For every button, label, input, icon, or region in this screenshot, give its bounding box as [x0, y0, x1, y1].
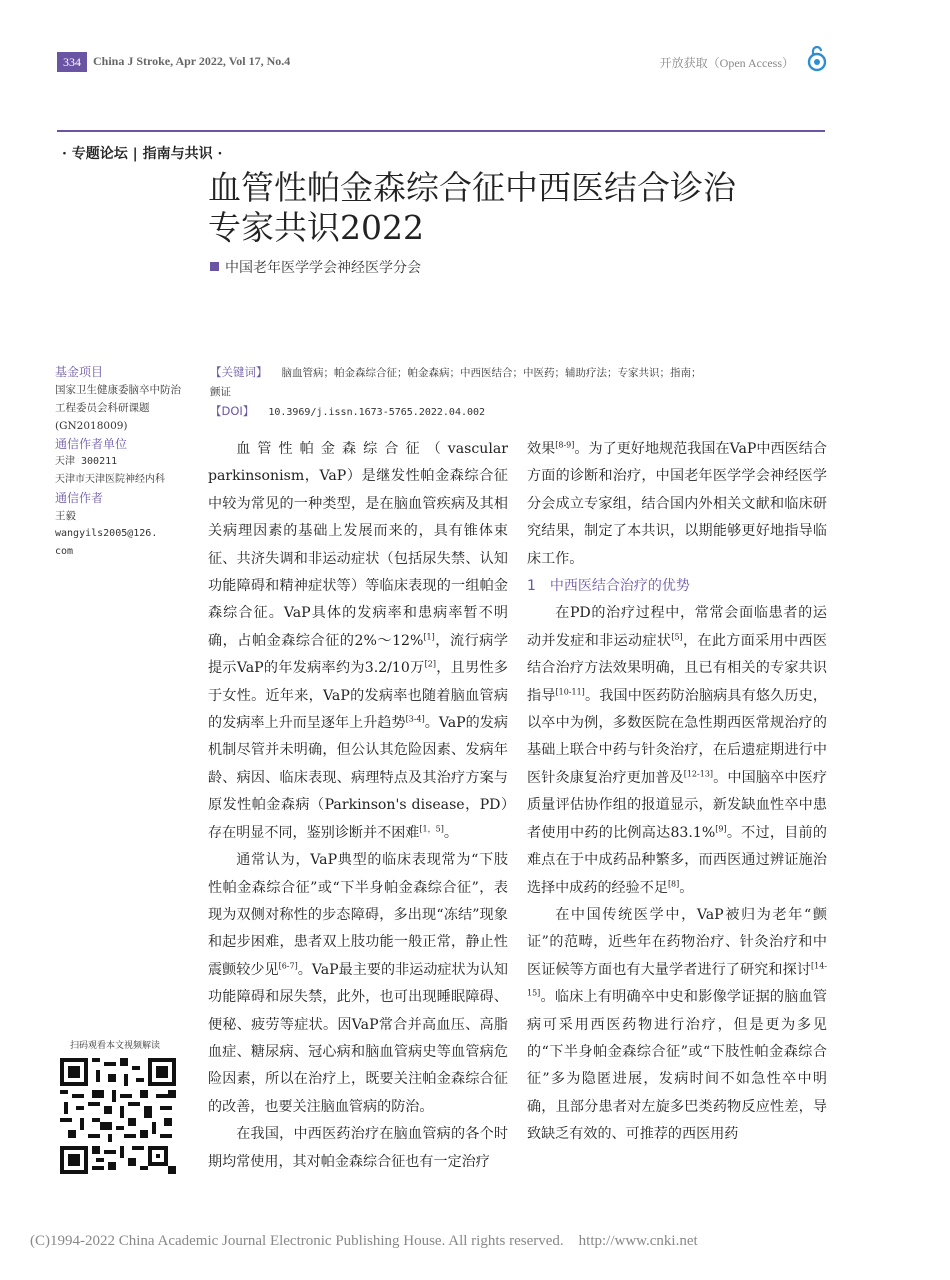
sidebar-info: [55, 363, 190, 561]
page-number: 334: [57, 52, 87, 72]
qr-caption: 扫码观看本文视频解读: [70, 1041, 161, 1051]
doi-label: 【DOI】: [210, 404, 255, 418]
keywords-block: [210, 363, 770, 422]
body-column-left: [208, 436, 508, 1176]
unit-zip: 天津 300211: [55, 456, 118, 467]
section-heading: 1 中西医结合治疗的优势: [527, 578, 690, 595]
unit-name: 天津市天津医院神经内科: [55, 474, 165, 485]
open-access-label: 开放获取（Open Access）: [659, 56, 794, 70]
keywords-text-cont: 颤证: [210, 386, 231, 398]
corr-email[interactable]: wangyils2005@126. com: [55, 528, 158, 557]
paragraph: 在PD的治疗过程中，常常会面临患者的运动并发症和非运动症状[5]，在此方面采用中西医结合治疗方法效果明确，且已有相关的专家共识指导[10-11]。我国中医药防治脑病具有悠久历史，以卒中为例，多数医院在急性期西医常规治疗的基础上联合中药与针灸治疗，在后遗症期进行中医针灸康复治疗更加普及[12-13]。中国脑卒中医疗质量评估协作组的报道显示，新发缺血性卒中患者使用中药的比例高达83.1%[9]。不过，目前的难点在于中成药品种繁多，而西医通过辨证施治选择中成药的经验不足[8]。: [527, 605, 828, 896]
corr-name: 王毅: [55, 510, 76, 522]
copyright-footer: (C)1994-2022 China Academic Journal Electronic Publishing House. All rights reserved. http://www.cnki.net: [30, 1233, 698, 1249]
title-line-2: 专家共识2022: [208, 208, 424, 247]
article-title: [208, 168, 808, 248]
paragraph: 效果[8-9]。为了更好地规范我国在VaP中西医结合方面的诊断和治疗，中国老年医学学会神经医学分会成立专家组，结合国内外相关文献和临床研究结果，制定了本共识，以期能够更好地指导临床工作。: [527, 440, 827, 567]
section-tag: · 专题论坛 | 指南与共识 ·: [62, 146, 223, 162]
author-name: 中国老年医学学会神经医学分会: [225, 260, 421, 276]
paragraph: 通常认为，VaP典型的临床表现常为“下肢性帕金森综合征”或“下半身帕金森综合征”，表现为双侧对称性的步态障碍，多出现“冻结”现象和起步困难，患者双上肢功能一般正常，静止性震颤较少见[6-7]。VaP最主要的非运动症状为认知功能障碍和尿失禁，此外，也可出现睡眠障碍、便秘、疲劳等症状。因VaP常合并高血压、高脂血症、糖尿病、冠心病和脑血管病史等血管病危险因素，所以在治疗上，既要关注帕金森综合征的改善，也要关注脑血管病的防治。: [208, 852, 508, 1115]
open-access-lock-icon: [807, 44, 827, 72]
doi-value[interactable]: 10.3969/j.issn.1673-5765.2022.04.002: [268, 407, 486, 418]
journal-citation: China J Stroke, Apr 2022, Vol 17, No.4: [93, 54, 291, 68]
paragraph: 在我国，中西医药治疗在脑血管病的各个时期均常使用，其对帕金森综合征也有一定治疗: [208, 1126, 508, 1170]
body-column-right: [527, 436, 827, 1149]
header-rule: [57, 130, 825, 132]
fund-text: 国家卫生健康委脑卒中防治工程委员会科研课题 (GN2018009): [55, 384, 181, 432]
unit-label: 通信作者单位: [55, 437, 128, 451]
author-line: [210, 257, 421, 277]
author-bullet-icon: [210, 262, 219, 271]
keywords-text: 脑血管病；帕金森综合征；帕金森病；中西医结合；中医药；辅助疗法；专家共识；指南；: [281, 367, 702, 379]
paragraph: 血管性帕金森综合征（vascular parkinsonism，VaP）是继发性帕金森综合征中较为常见的一种类型，是在脑血管疾病及其相关病理因素的基础上发展而来的，具有锥体束征、共济失调和非运动症状（包括尿失禁、认知功能障碍和精神症状等）等临床表现的一组帕金森综合征。VaP具体的发病率和患病率暂不明确，占帕金森综合征的2%～12%[1]，流行病学提示VaP的年发病率约为3.2/10万[2]，且男性多于女性。近年来，VaP的发病率也随着脑血管病的发病率上升而呈逐年上升趋势[3-4]。VaP的发病机制尽管并未明确，但公认其危险因素、发病年龄、病因、临床表现、病理特点及其治疗方案与原发性帕金森病（Parkinson's disease，PD）存在明显不同，鉴别诊断并不困难[1，5]。: [208, 441, 509, 841]
corr-label: 通信作者: [55, 491, 104, 505]
title-line-1: 血管性帕金森综合征中西医结合诊治: [208, 168, 736, 207]
keywords-label: 【关键词】: [210, 365, 268, 379]
paragraph: 在中国传统医学中，VaP被归为老年“颤证”的范畴，近些年在药物治疗、针灸治疗和中医证候等方面也有大量学者进行了研究和探讨[14-15]。临床上有明确卒中史和影像学证据的脑血管病可采用西医药物进行治疗，但是更为多见的“下半身帕金森综合征”或“下肢性帕金森综合征”多为隐匿进展，发病时间不如急性卒中明确，且部分患者对左旋多巴类药物反应性差，导致缺乏有效的、可推荐的西医用药: [527, 906, 827, 1143]
qr-code[interactable]: [60, 1058, 176, 1174]
fund-label: 基金项目: [55, 365, 104, 379]
